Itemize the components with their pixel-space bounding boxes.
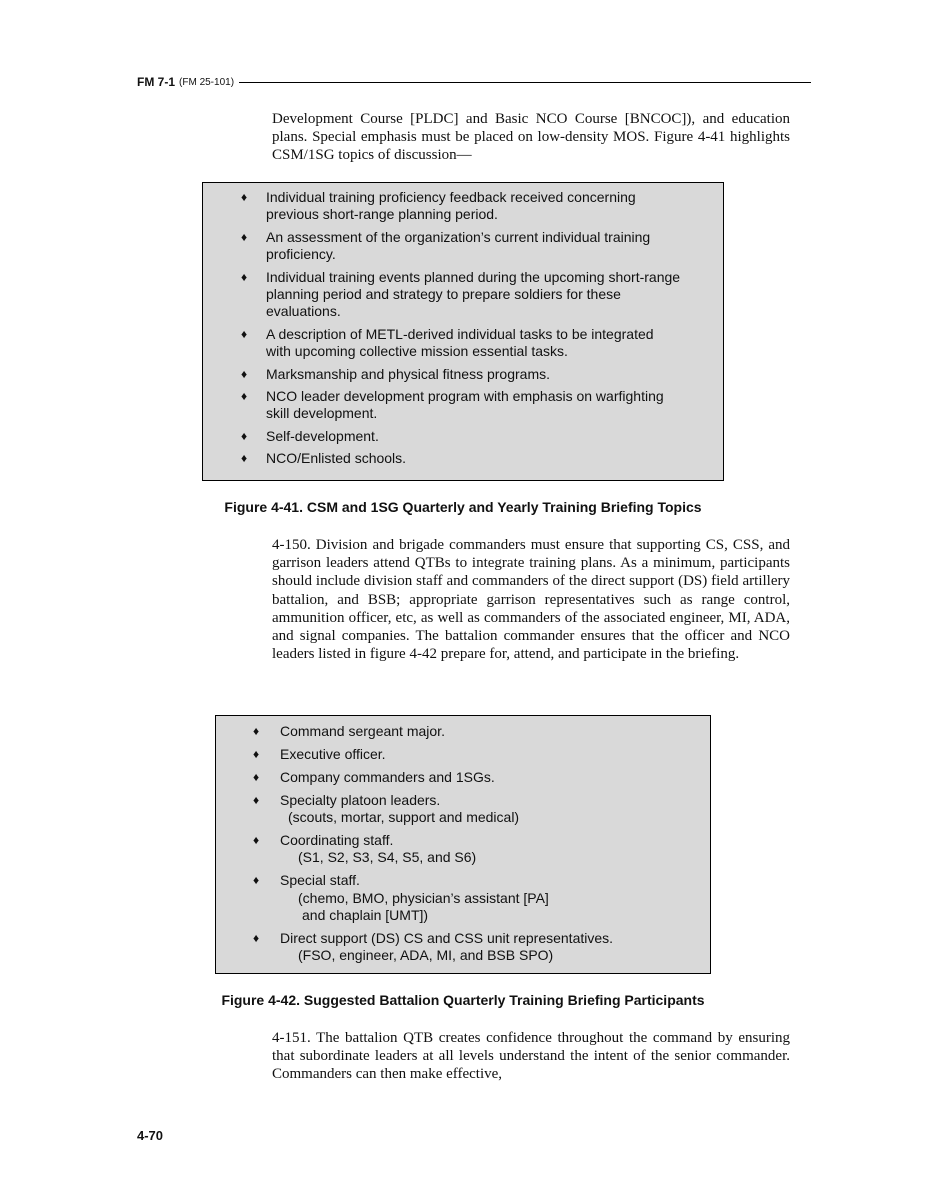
page-number: 4-70 [137, 1128, 164, 1143]
list-item: ♦ Individual training proficiency feedback received concerning previous short-range planning period. [241, 189, 636, 223]
list-item: ♦ Command sergeant major. [253, 723, 445, 739]
list-item: ♦ NCO leader development program with emphasis on warfighting skill development. [241, 388, 664, 422]
diamond-bullet-icon: ♦ [253, 724, 260, 738]
list-item: ♦ Company commanders and 1SGs. [253, 768, 495, 785]
list-item: ♦ Marksmanship and physical fitness programs. [241, 365, 551, 382]
list-item: ♦ Direct support (DS) CS and CSS unit representatives. (FSO, engineer, ADA, MI, and BSB SPO) [253, 930, 614, 964]
topics-list [203, 189, 715, 468]
list-item: ♦ Executive officer. [253, 745, 386, 762]
list-item: ♦ NCO/Enlisted schools. [241, 450, 407, 467]
diamond-bullet-icon: ♦ [253, 792, 260, 807]
diamond-bullet-icon: ♦ [241, 190, 248, 204]
diamond-bullet-icon: ♦ [241, 389, 248, 404]
list-item: ♦ An assessment of the organization’s current individual training proficiency. [241, 228, 651, 263]
figure-4-42-caption: Figure 4-42. Suggested Battalion Quarterly Training Briefing Participants [221, 992, 705, 1008]
diamond-bullet-icon: ♦ [241, 326, 248, 341]
diamond-bullet-icon: ♦ [241, 269, 248, 284]
participants-list [216, 723, 702, 965]
figure-4-42-box [215, 715, 711, 974]
diamond-bullet-icon: ♦ [253, 746, 260, 761]
diamond-bullet-icon: ♦ [253, 769, 260, 784]
manual-supersedes: (FM 25-101) [179, 76, 235, 88]
intro-paragraph: Development Course [PLDC] and Basic NCO Course [BNCOC]), and education plans. Special emphasis must be placed on low-density MOS. Figure 4-41 highlights CSM/1SG topics of discussion— [272, 111, 790, 164]
paragraph-4-151: 4-151. The battalion QTB creates confidence throughout the command by ensuring that subordinate leaders at all levels understand the intent of the senior commander. Commanders can then make effective, [272, 1030, 790, 1083]
diamond-bullet-icon: ♦ [241, 366, 248, 381]
diamond-bullet-icon: ♦ [241, 229, 248, 244]
diamond-bullet-icon: ♦ [253, 873, 260, 888]
paragraph-4-150: 4-150. Division and brigade commanders must ensure that supporting CS, CSS, and garrison leaders attend QTBs to integrate training plans. As a minimum, participants should include division staff and commanders of the direct support (DS) field artillery battalion, and BSB; appropriate garrison representatives such as range control, ammunition officer, etc, as well as commanders of the associated engineer, MI, ADA, and signal companies. The battalion commander ensures that the officer and NCO leaders listed in figure 4-42 prepare for, attend, and participate in the briefing. [272, 537, 790, 663]
running-header [137, 73, 811, 91]
list-item: ♦ Coordinating staff. (S1, S2, S3, S4, S5, and S6) [253, 832, 477, 866]
list-item: ♦ Special staff. (chemo, BMO, physician’s assistant [PA] and chaplain [UMT]) [253, 872, 549, 924]
list-item: ♦ Self-development. [241, 427, 379, 444]
manual-number: FM 7-1 [137, 75, 176, 89]
diamond-bullet-icon: ♦ [253, 931, 260, 946]
list-item: ♦ Individual training events planned during the upcoming short-range planning period and strategy to prepare soldiers for these evaluations. [241, 268, 681, 320]
header-rule [239, 82, 811, 83]
diamond-bullet-icon: ♦ [241, 428, 248, 443]
figure-4-41-caption: Figure 4-41. CSM and 1SG Quarterly and Yearly Training Briefing Topics [224, 499, 702, 515]
diamond-bullet-icon: ♦ [253, 833, 260, 848]
list-item: ♦ Specialty platoon leaders. (scouts, mortar, support and medical) [253, 791, 520, 826]
diamond-bullet-icon: ♦ [241, 451, 248, 466]
figure-4-41-box [202, 182, 724, 481]
list-item: ♦ A description of METL-derived individual tasks to be integrated with upcoming collective mission essential tasks. [241, 325, 654, 360]
